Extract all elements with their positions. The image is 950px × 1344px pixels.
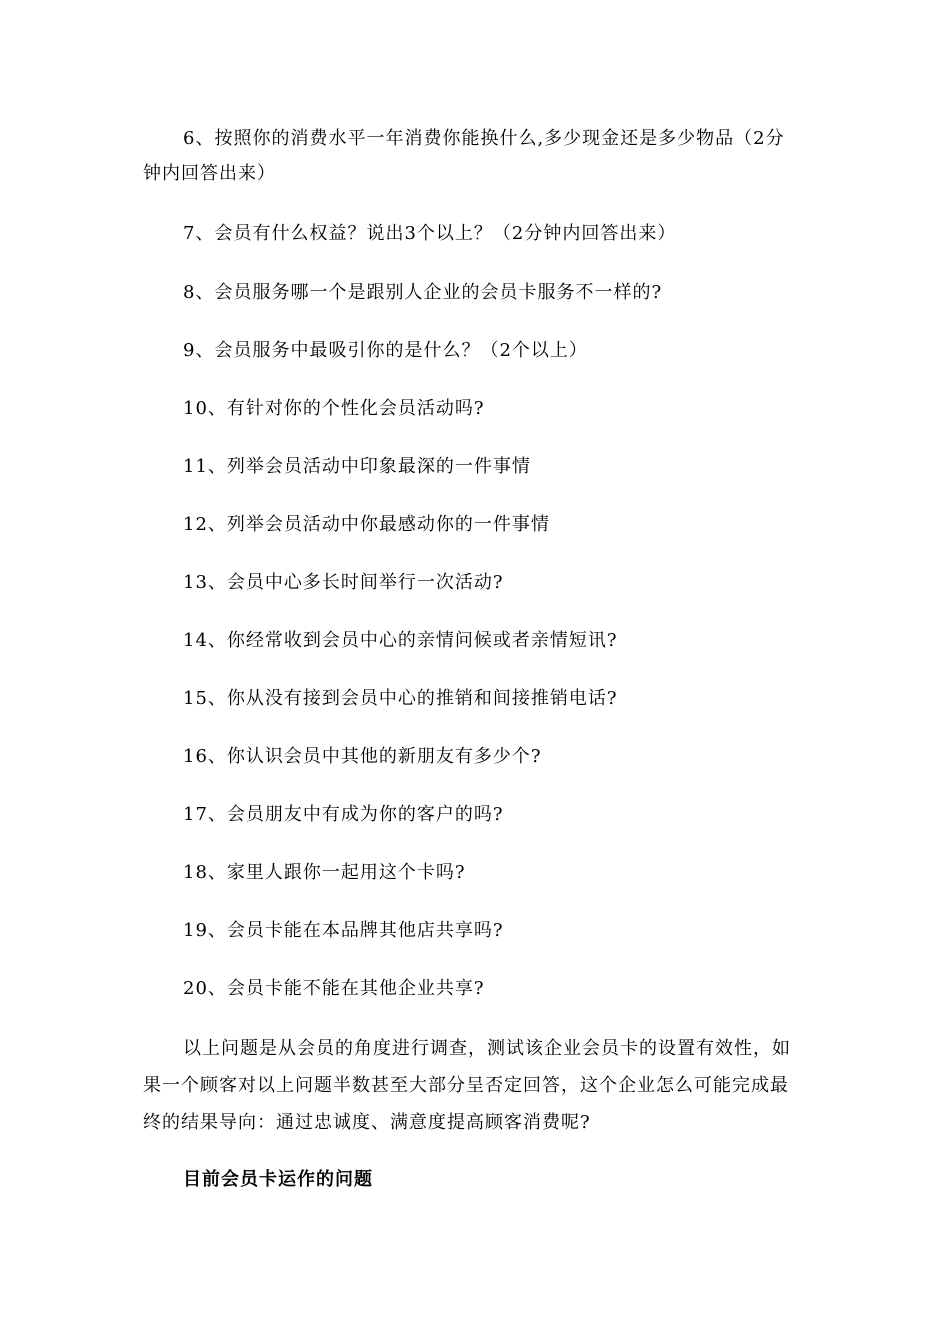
question-13: 13、会员中心多长时间举行一次活动? <box>183 572 504 593</box>
conclusion-line3: 终的结果导向：通过忠诚度、满意度提高顾客消费呢? <box>143 1112 591 1133</box>
conclusion-line1: 以上问题是从会员的角度进行调查，测试该企业会员卡的设置有效性，如 <box>183 1038 791 1059</box>
section-heading: 目前会员卡运作的问题 <box>183 1169 373 1190</box>
question-9: 9、会员服务中最吸引你的是什么？（2个以上） <box>183 340 588 361</box>
question-10: 10、有针对你的个性化会员活动吗? <box>183 398 485 419</box>
question-6-line2: 钟内回答出来） <box>143 163 276 184</box>
question-7: 7、会员有什么权益？说出3个以上？（2分钟内回答出来） <box>183 223 677 244</box>
question-19: 19、会员卡能在本品牌其他店共享吗? <box>183 920 504 941</box>
question-17: 17、会员朋友中有成为你的客户的吗? <box>183 804 504 825</box>
question-20: 20、会员卡能不能在其他企业共享? <box>183 978 485 999</box>
question-8: 8、会员服务哪一个是跟别人企业的会员卡服务不一样的? <box>183 282 663 303</box>
question-11: 11、列举会员活动中印象最深的一件事情 <box>183 456 531 477</box>
question-12: 12、列举会员活动中你最感动你的一件事情 <box>183 514 550 535</box>
question-18: 18、家里人跟你一起用这个卡吗? <box>183 862 466 883</box>
question-16: 16、你认识会员中其他的新朋友有多少个? <box>183 746 542 767</box>
question-15: 15、你从没有接到会员中心的推销和间接推销电话? <box>183 688 618 709</box>
question-6-line1: 6、按照你的消费水平一年消费你能换什么,多少现金还是多少物品（2分 <box>183 128 785 149</box>
conclusion-line2: 果一个顾客对以上问题半数甚至大部分呈否定回答，这个企业怎么可能完成最 <box>143 1075 789 1096</box>
question-14: 14、你经常收到会员中心的亲情问候或者亲情短讯? <box>183 630 618 651</box>
